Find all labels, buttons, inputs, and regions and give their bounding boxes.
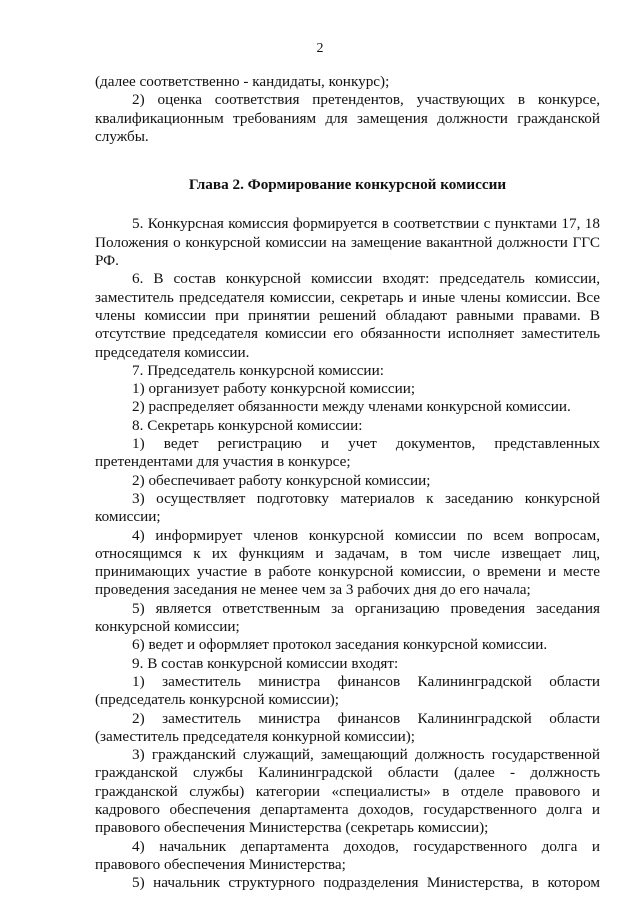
document-body	[95, 73, 600, 892]
paragraph: 4) информирует членов конкурсной комиссии по всем вопросам, относящимся к их функциям и задачам, в том числе извещает лиц, принимающих участие в работе конкурсной комиссии, о времени и месте проведения заседания не менее чем за 3 рабочих дня до его начала;	[95, 526, 600, 599]
paragraph: 2) распределяет обязанности между членами конкурсной комиссии.	[132, 398, 571, 416]
paragraph: 1) ведет регистрацию и учет документов, представленных претендентами для участия в конкурсе;	[95, 435, 600, 471]
paragraph: 2) обеспечивает работу конкурсной комиссии;	[132, 471, 431, 489]
paragraph: 5. Конкурсная комиссия формируется в соответствии с пунктами 17, 18 Положения о конкурсной комиссии на замещение вакантной должности ГГС РФ.	[95, 215, 600, 270]
paragraph: 9. В состав конкурсной комиссии входят:	[132, 654, 399, 672]
paragraph: 7. Председатель конкурсной комиссии:	[132, 361, 384, 379]
paragraph: 5) начальник структурного подразделения Министерства, в котором	[132, 874, 600, 892]
paragraph: 2) оценка соответствия претендентов, участвующих в конкурсе, квалификационным требованиям для замещения должности гражданской службы.	[95, 91, 600, 145]
paragraph: 4) начальник департамента доходов, государственного долга и правового обеспечения Министерства;	[95, 837, 600, 873]
chapter-heading: Глава 2. Формирование конкурсной комиссии	[188, 176, 507, 194]
text-line: (далее соответственно - кандидаты, конкурс);	[95, 73, 390, 90]
paragraph: 3) осуществляет подготовку материалов к заседанию конкурсной комиссии;	[95, 489, 600, 526]
paragraph: 2) заместитель министра финансов Калининградской области (заместитель председателя конкурной комиссии);	[95, 709, 600, 745]
page-number: 2	[316, 41, 324, 56]
paragraph: 8. Секретарь конкурсной комиссии:	[132, 416, 363, 434]
paragraph: 1) заместитель министра финансов Калининградской области (председатель конкурсной комиссии);	[95, 672, 600, 709]
paragraph: 3) гражданский служащий, замещающий должность государственной гражданской службы Калининградской области (далее - должность гражданской службы) категории «специалисты» в отделе правового и кадрового обеспечения департамента доходов, государственного долга и правового обеспечения Министерства (секретарь комиссии);	[95, 746, 600, 837]
paragraph: 6. В состав конкурсной комиссии входят: председатель комиссии, заместитель председателя комиссии, секретарь и иные члены комиссии. Все члены комиссии при принятии решений обладают равными правами. В отсутствие председателя комиссии его обязанности исполняет заместитель председателя комиссии.	[95, 270, 600, 361]
paragraph: 1) организует работу конкурсной комиссии;	[132, 380, 416, 398]
paragraph: 5) является ответственным за организацию проведения заседания конкурсной комиссии;	[95, 599, 600, 636]
paragraph: 6) ведет и оформляет протокол заседания конкурсной комиссии.	[132, 636, 548, 654]
